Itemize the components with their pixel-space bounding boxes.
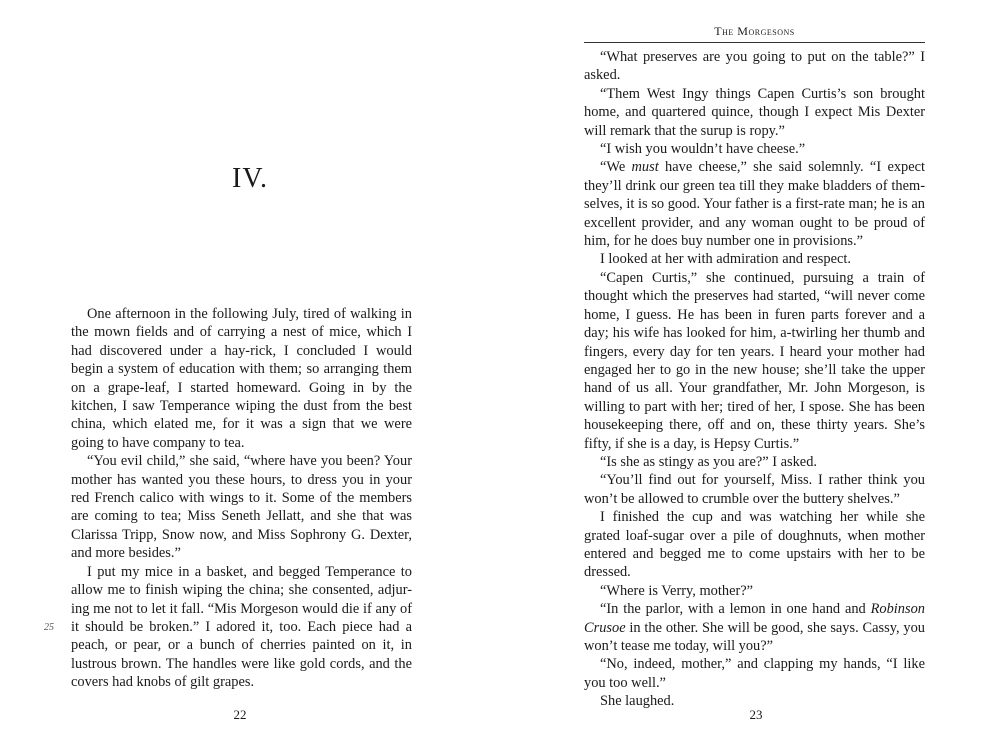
paragraph: “You’ll find out for yourself, Miss. I rather think you won’t be allowed to crumble over the buttery shelves.” xyxy=(584,472,925,507)
right-page xyxy=(498,0,996,752)
paragraph: I looked at her with admiration and respect. xyxy=(600,251,851,268)
paragraph: “No, indeed, mother,” and clapping my hands, “I like you too well.” xyxy=(584,656,925,691)
paragraph: One afternoon in the following July, tired of walking in the mown fields and of carrying a nest of mice, which I had discovered under a hay-rick, I concluded I would begin a system of education with them; so arranging them on a grape-leaf, I started homeward. Going in by the kitchen, I saw Temperance wiping the dust from the best china, which elated me, for it was a sign that we were going to have company to tea. xyxy=(71,306,412,451)
emphasis: Robinson Crusoe xyxy=(584,601,925,636)
running-head: The Morgesons xyxy=(584,24,925,43)
left-page-text xyxy=(71,305,412,692)
paragraph: “Them West Ingy things Capen Curtis’s son brought home, and quartered quince, though I expect Mis Dexter will remark that the surup is ropy.” xyxy=(584,85,925,139)
right-page-text xyxy=(584,48,925,711)
margin-line-number: 25 xyxy=(44,622,54,633)
page-number-left: 22 xyxy=(233,707,247,722)
paragraph: “I wish you wouldn’t have cheese.” xyxy=(600,141,806,158)
emphasis: must xyxy=(631,159,659,176)
paragraph: She laughed. xyxy=(600,693,675,710)
paragraph: “Capen Curtis,” she continued, pursuing a train of thought which the preserves had started, “will never come home, I guess. He has been in furen parts forever and a day; his wife has looked for him, a-twirling her thumb and fingers, every day for ten years. I heard your mother had engaged her to go in the new house; she’ll take the upper hand of us all. Your grandfather, Mr. John Morgeson, is willing to part with her; tired of her, I spose. She has been housekeeping there, off and on, these thirty years. She’s fifty, if she is a day, is Hepsy Curtis.” xyxy=(584,269,925,452)
paragraph xyxy=(584,600,925,655)
chapter-heading: IV. xyxy=(232,163,268,194)
text-run: have cheese,” she said solemnly. “I expect they’ll drink our green tea till they make bladders of them-selves, it is so good. Your father is a first-rate man; he is an excellent provider, and any woman ought to be proud of him, for he does buy number one in provisions.” xyxy=(584,159,925,250)
page-number-right: 23 xyxy=(749,707,763,722)
paragraph: “You evil child,” she said, “where have you been? Your mother has wanted you these hours, to dress you in your red French calico with wings to it. Some of the members are coming to tea; Miss Seneth Jellatt, and she that was Clarissa Tripp, Snow now, and Miss Sophrony G. Dexter, and more besides.” xyxy=(71,453,412,562)
paragraph: “Is she as stingy as you are?” I asked. xyxy=(600,453,817,470)
text-run: in the other. She will be good, she says. Cassy, you won’t tease me today, will you?” xyxy=(584,619,925,654)
paragraph: “What preserves are you going to put on the table?” I asked. xyxy=(584,49,925,84)
text-run: “In the parlor, with a lemon in one hand and xyxy=(600,601,871,618)
paragraph: “Where is Verry, mother?” xyxy=(600,582,754,599)
paragraph xyxy=(584,158,925,250)
text-run: “We xyxy=(600,159,632,176)
paragraph: I put my mice in a basket, and begged Temperance to allow me to finish wiping the china; she consented, adjur-ing me not to let it fall. “Mis Morgeson would die if any of it should be broken.” I adored it, too. Each piece had a peach, or pear, or a bunch of cherries painted on it, in lustrous brown. The handles were like gold cords, and the covers had knobs of gilt grapes. xyxy=(71,563,412,691)
paragraph: I finished the cup and was watching her while she grated loaf-sugar over a pile of doughnuts, when mother entered and begged me to come upstairs with her to be dressed. xyxy=(584,509,925,581)
